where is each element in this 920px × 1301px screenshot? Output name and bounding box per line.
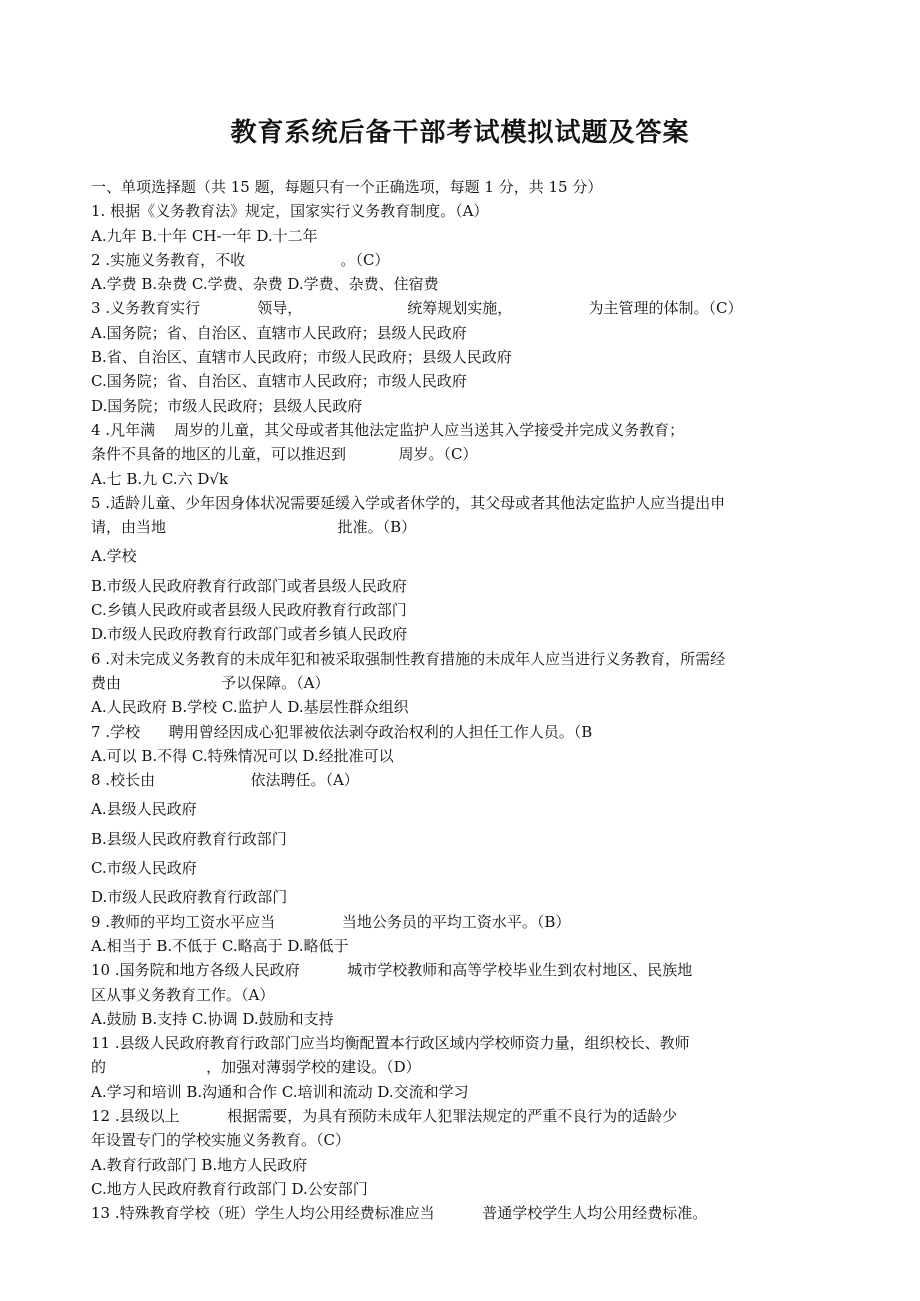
question-11-line-1: 11 .县级人民政府教育行政部门应当均衡配置本行政区域内学校师资力量，组织校长、教师	[91, 1034, 690, 1053]
question-10-line-2: 区从事义务教育工作。（A）	[91, 985, 275, 1004]
option-8a: A.县级人民政府	[91, 800, 197, 819]
option-5b: B.市级人民政府教育行政部门或者县级人民政府	[91, 576, 407, 595]
option-5d: D.市级人民政府教育行政部门或者乡镇人民政府	[91, 625, 408, 644]
question-5-line-1: 5 .适龄儿童、少年因身体状况需要延缓入学或者休学的，其父母或者其他法定监护人应当提出申	[91, 493, 726, 512]
document-title: 教育系统后备干部考试模拟试题及答案	[230, 118, 690, 148]
options-6: A.人民政府 B.学校 C.监护人 D.基层性群众组织	[91, 698, 409, 717]
options-4: A.七 B.九 C.六 D√k	[91, 469, 229, 488]
options-10: A.鼓励 B.支持 C.协调 D.鼓励和支持	[91, 1009, 334, 1028]
question-11-line-2: 的 ，加强对薄弱学校的建设。（D）	[91, 1058, 421, 1077]
option-12ab: A.教育行政部门 B.地方人民政府	[91, 1155, 308, 1174]
option-3b: B.省、自治区、直辖市人民政府；市级人民政府；县级人民政府	[91, 348, 512, 367]
option-8b: B.县级人民政府教育行政部门	[91, 829, 287, 848]
options-1: A.九年 B.十年 CH-一年 D.十二年	[91, 226, 318, 245]
options-9: A.相当于 B.不低于 C.略高于 D.略低于	[91, 936, 349, 955]
question-4-line-2: 条件不具备的地区的儿童，可以推迟到 周岁。（C）	[91, 445, 478, 464]
question-1: 1. 根据《义务教育法》规定，国家实行义务教育制度。（A）	[91, 202, 489, 221]
option-12cd: C.地方人民政府教育行政部门 D.公安部门	[91, 1179, 368, 1198]
question-5-line-2: 请，由当地 批准。（B）	[91, 518, 417, 537]
question-13: 13 .特殊教育学校（班）学生人均公用经费标准应当 普通学校学生人均公用经费标准。	[91, 1204, 708, 1223]
question-10-line-1: 10 .国务院和地方各级人民政府 城市学校教师和高等学校毕业生到农村地区、民族地	[91, 961, 693, 980]
question-6-line-1: 6 .对未完成义务教育的未成年犯和被采取强制性教育措施的未成年人应当进行义务教育，所需经	[91, 649, 726, 668]
option-8c: C.市级人民政府	[91, 859, 197, 878]
question-9: 9 .教师的平均工资水平应当 当地公务员的平均工资水平。（B）	[91, 912, 571, 931]
options-11: A.学习和培训 B.沟通和合作 C.培训和流动 D.交流和学习	[91, 1082, 469, 1101]
option-5a: A.学校	[91, 547, 137, 566]
question-4-line-1: 4 .凡年满 周岁的儿童，其父母或者其他法定监护人应当送其入学接受并完成义务教育；	[91, 420, 685, 439]
option-3d: D.国务院；市级人民政府；县级人民政府	[91, 396, 363, 415]
option-8d: D.市级人民政府教育行政部门	[91, 888, 288, 907]
section-heading: 一、单项选择题（共 15 题，每题只有一个正确选项，每题 1 分，共 15 分）	[91, 178, 603, 196]
document-body	[91, 175, 831, 1225]
option-3a: A.国务院；省、自治区、直辖市人民政府；县级人民政府	[91, 323, 467, 342]
option-3c: C.国务院；省、自治区、直辖市人民政府；市级人民政府	[91, 372, 467, 391]
question-8: 8 .校长由 依法聘任。（A）	[91, 771, 359, 790]
option-5c: C.乡镇人民政府或者县级人民政府教育行政部门	[91, 601, 407, 620]
options-7: A.可以 B.不得 C.特殊情况可以 D.经批准可以	[91, 746, 394, 765]
question-2: 2 .实施义务教育，不收 。（C）	[91, 250, 390, 269]
question-7: 7 .学校 聘用曾经因成心犯罪被依法剥夺政治权利的人担任工作人员。（B	[91, 722, 593, 741]
question-3: 3 .义务教育实行 领导， 统筹规划实施， 为主管理的体制。（C）	[91, 299, 743, 318]
options-2: A.学费 B.杂费 C.学费、杂费 D.学费、杂费、住宿费	[91, 275, 439, 294]
question-12-line-2: 年设置专门的学校实施义务教育。（C）	[91, 1131, 350, 1150]
question-12-line-1: 12 .县级以上 根据需要，为具有预防未成年人犯罪法规定的严重不良行为的适龄少	[91, 1106, 678, 1125]
question-6-line-2: 费由 予以保障。（A）	[91, 673, 330, 692]
